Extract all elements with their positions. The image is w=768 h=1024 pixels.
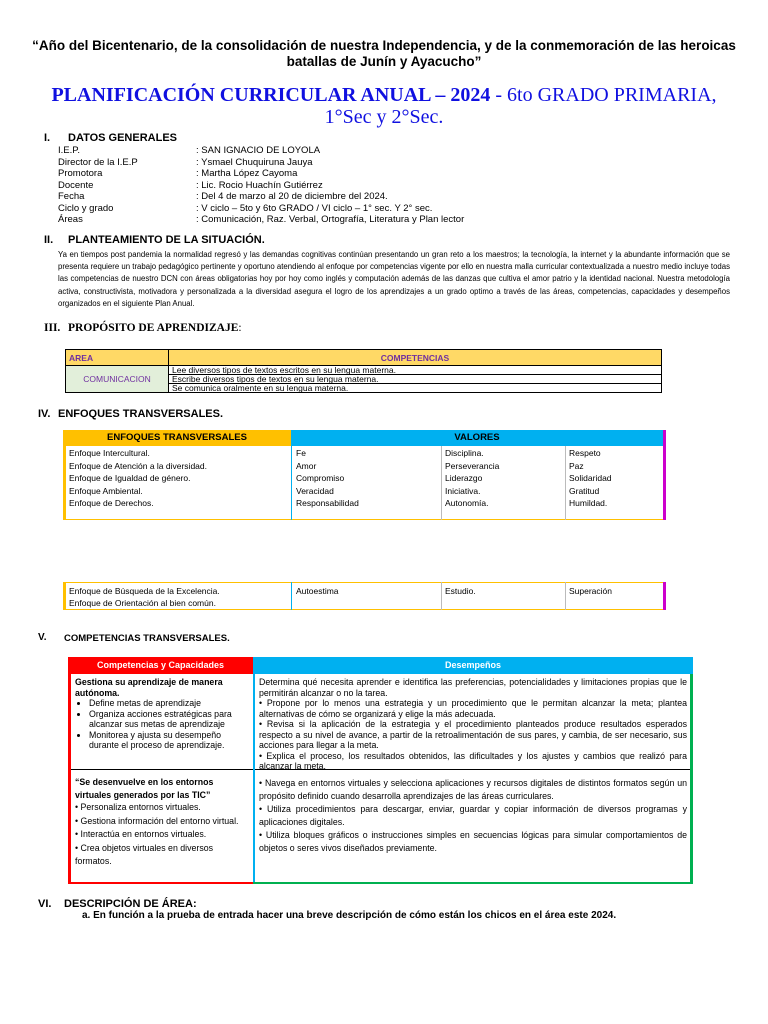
valor-autoestima: Autoestima (296, 586, 339, 596)
list-item: Enfoque de Orientación al bien común. (69, 598, 216, 608)
list-item: • Interactúa en entornos virtuales. (75, 829, 207, 839)
list-item: Enfoque de Derechos. (69, 498, 154, 508)
list-item: Solidaridad (569, 473, 612, 483)
header-enfoques: ENFOQUES TRANSVERSALES (63, 430, 291, 446)
list-item: Enfoque de Atención a la diversidad. (69, 460, 207, 471)
list-item: Disciplina. (445, 448, 484, 458)
datos-key: I.E.P. (58, 145, 81, 156)
list-item: Enfoque Ambiental. (69, 485, 143, 496)
datos-value: : Ysmael Chuquiruna Jauya (196, 156, 313, 168)
capacidad-item: • Define metas de aprendizaje (89, 698, 245, 709)
proposito-table (65, 349, 662, 393)
list-item: • Navega en entornos virtuales y selecciona aplicaciones y recursos digitales de distintos formatos según un propósito definido cuando desarrolla aprendizajes de las áreas curriculares. (259, 778, 687, 801)
competencia-row: Lee diversos tipos de textos escritos en su lengua materna. (169, 366, 662, 375)
list-item: Paz (569, 460, 584, 471)
datos-value: : Lic. Rocio Huachín Gutiérrez (196, 179, 323, 191)
title-line2: 1°Sec y 2°Sec. (324, 106, 444, 128)
valor-superacion: Superación (569, 586, 613, 596)
title-rest: - 6to GRADO PRIMARIA, (490, 84, 717, 106)
section-label: PROPÓSITO DE APRENDIZAJE (68, 322, 239, 334)
column-divider (441, 446, 442, 520)
page-title (20, 84, 748, 128)
list-item: Liderazgo (445, 473, 483, 483)
valores-col-1 (296, 447, 359, 510)
list-item: Determina qué necesita aprender e identifica las preferencias, potencialidades y limitaciones propias que le permitirán alcanzar o no la tarea. (259, 677, 687, 698)
enfoques-right-border (663, 582, 666, 610)
list-item: • Propone por lo menos una estrategia y un procedimiento que le permitan alcanzar la meta; plantea alternativas de cómo se organizará y elige la más adecuada. (259, 698, 687, 719)
header-competencias-capacidades: Competencias y Capacidades (68, 657, 253, 674)
section-number: VI. (38, 898, 52, 910)
section-label: ENFOQUES TRANSVERSALES. (58, 408, 224, 420)
column-divider (565, 582, 566, 610)
section-label: DATOS GENERALES (68, 132, 177, 144)
capacidades-list (75, 801, 245, 869)
table-right-border (690, 674, 693, 884)
datos-key: Ciclo y grado (58, 202, 114, 214)
header-area: AREA (66, 350, 169, 366)
table-bottom-border (253, 882, 693, 884)
competencia-row: Escribe diversos tipos de textos en su lengua materna. (169, 375, 662, 384)
list-item: Humildad. (569, 498, 608, 508)
column-divider (441, 582, 442, 610)
column-divider (291, 582, 292, 610)
list-item: • Personaliza entornos virtuales. (75, 802, 201, 812)
list-item: Enfoque de Igualdad de género. (69, 473, 191, 483)
list-item: Enfoque Intercultural. (69, 448, 150, 458)
row-divider (71, 769, 253, 770)
section-colon: : (238, 322, 242, 334)
list-item: Fe (296, 448, 306, 458)
list-item: Autonomía. (445, 498, 489, 508)
competencia-gestiona (75, 677, 245, 751)
section-label: COMPETENCIAS TRANSVERSALES. (64, 633, 230, 644)
datos-value: : Del 4 de marzo al 20 de diciembre del 2024. (196, 191, 388, 202)
capacidad-item: • Organiza acciones estratégicas para alcanzar sus metas de aprendizaje (89, 709, 245, 730)
capacidad-item: • Monitorea y ajusta su desempeño durante el proceso de aprendizaje. (89, 730, 245, 751)
list-item: • Utiliza bloques gráficos o instrucciones simples en secuencias lógicas para simular comportamientos de objetos o seres vivos diseñados previamente. (259, 830, 687, 853)
header-valores: VALORES (291, 430, 663, 446)
datos-key: Director de la I.E.P (58, 156, 138, 168)
valor-estudio: Estudio. (445, 586, 476, 596)
competencia-title: Gestiona su aprendizaje de manera autónoma. (75, 677, 223, 698)
capacidades-list (75, 698, 245, 751)
list-item: • Crea objetos virtuales en diversos formatos. (75, 842, 214, 866)
datos-key: Áreas (58, 214, 83, 225)
datos-value: : V ciclo – 5to y 6to GRADO / VI ciclo – 1° sec. Y 2° sec. (196, 202, 433, 214)
list-item: • Revisa si la aplicación de la estrategia y el procedimiento planteados produce resultados esperados respecto a su nivel de avance, a partir de la retroalimentación de sus pares, y cambia, de ser necesario, sus acciones para llegar a la meta. (259, 719, 687, 750)
list-item: • Utiliza procedimientos para descargar, enviar, guardar y copiar información de diversos programas y aplicaciones digitales. (259, 804, 687, 827)
column-divider (291, 446, 292, 520)
list-item: Respeto (569, 448, 601, 458)
desempenos-tic (259, 777, 687, 855)
valores-col-2 (445, 447, 499, 510)
datos-value: : SAN IGNACIO DE LOYOLA (196, 145, 321, 156)
section-number: IV. (38, 408, 51, 420)
list-item: Perseverancia (445, 460, 500, 471)
list-item: Iniciativa. (445, 485, 481, 496)
descripcion-item: a. En función a la prueba de entrada hacer una breve descripción de cómo están los chicos en el área este 2024. (82, 910, 617, 921)
section-label: DESCRIPCIÓN DE ÁREA: (64, 898, 197, 910)
competencia-title: “Se desenvuelve en los entornos virtuales generados por las TIC” (75, 777, 214, 800)
competencia-tic (75, 776, 245, 869)
list-item: Compromiso (296, 473, 345, 483)
title-bold: PLANIFICACIÓN CURRICULAR ANUAL – 2024 (51, 84, 491, 106)
desempenos-gestiona (259, 677, 687, 772)
datos-key: Fecha (58, 191, 85, 202)
enfoques-list (69, 447, 207, 510)
list-item: Amor (296, 460, 317, 471)
situacion-paragraph: Ya en tiempos post pandemia la normalidad regresó y las demandas cognitivas continúan presentando un gran reto a los maestros; la tecnología, la internet y la abundante información que se presenta requiere un trabajo pedagógico pertinente y oportuno atendiendo al enfoque por competencias vigente por ello en nuestra malla curricular contextualizada a nuestro medio incluye todas las competencias de nuestro DCN con áreas obligatorias hoy por hoy como inglés y computación además de las danzas que cultiva el amor patrio y la identidad nacional. Nuestra metodología activa, constructivista, motivadora y personalizada a la diversidad asegura el logro de los aprendizajes a un grado optimo a través de las áreas, competencias, capacidades y desempeños organizados en el siguiente Plan Anual. (58, 250, 730, 308)
column-divider (565, 446, 566, 520)
header-desempenos: Desempeños (253, 657, 693, 674)
list-item: • Explica el proceso, los resultados obtenidos, las dificultades y los ajustes y cambios que realizó para alcanzar la meta. (259, 750, 687, 771)
section-number: III. (44, 322, 61, 334)
list-item: Veracidad (296, 485, 334, 496)
enfoques-list-2 (69, 585, 220, 609)
section-number: V. (38, 632, 47, 643)
valores-col-3 (569, 447, 612, 510)
list-item: • Gestiona información del entorno virtual. (75, 815, 239, 826)
section-number: II. (44, 234, 54, 246)
datos-value: : Comunicación, Raz. Verbal, Ortografía, Literatura y Plan lector (196, 214, 465, 225)
motto-heading: “Año del Bicentenario, de la consolidación de nuestra Independencia, y de la conmemoración de las heroicas batallas de Junín y Ayacucho” (32, 38, 736, 69)
header-competencias: COMPETENCIAS (169, 350, 662, 366)
section-number: I. (44, 132, 51, 144)
datos-key: Promotora (58, 168, 103, 179)
section-label: PLANTEAMIENTO DE LA SITUACIÓN. (68, 234, 265, 246)
datos-key: Docente (58, 179, 94, 191)
column-divider (253, 674, 255, 884)
table-left-border (68, 674, 71, 884)
table-bottom-border (68, 882, 253, 884)
datos-value: : Martha López Cayoma (196, 168, 298, 179)
list-item: Responsabilidad (296, 498, 359, 508)
area-comunicacion: COMUNICACION (66, 366, 169, 393)
list-item: Enfoque de Búsqueda de la Excelencia. (69, 586, 220, 596)
competencia-row: Se comunica oralmente en su lengua materna. (169, 384, 662, 393)
enfoques-right-border (663, 430, 666, 520)
list-item: Gratitud (569, 485, 600, 496)
